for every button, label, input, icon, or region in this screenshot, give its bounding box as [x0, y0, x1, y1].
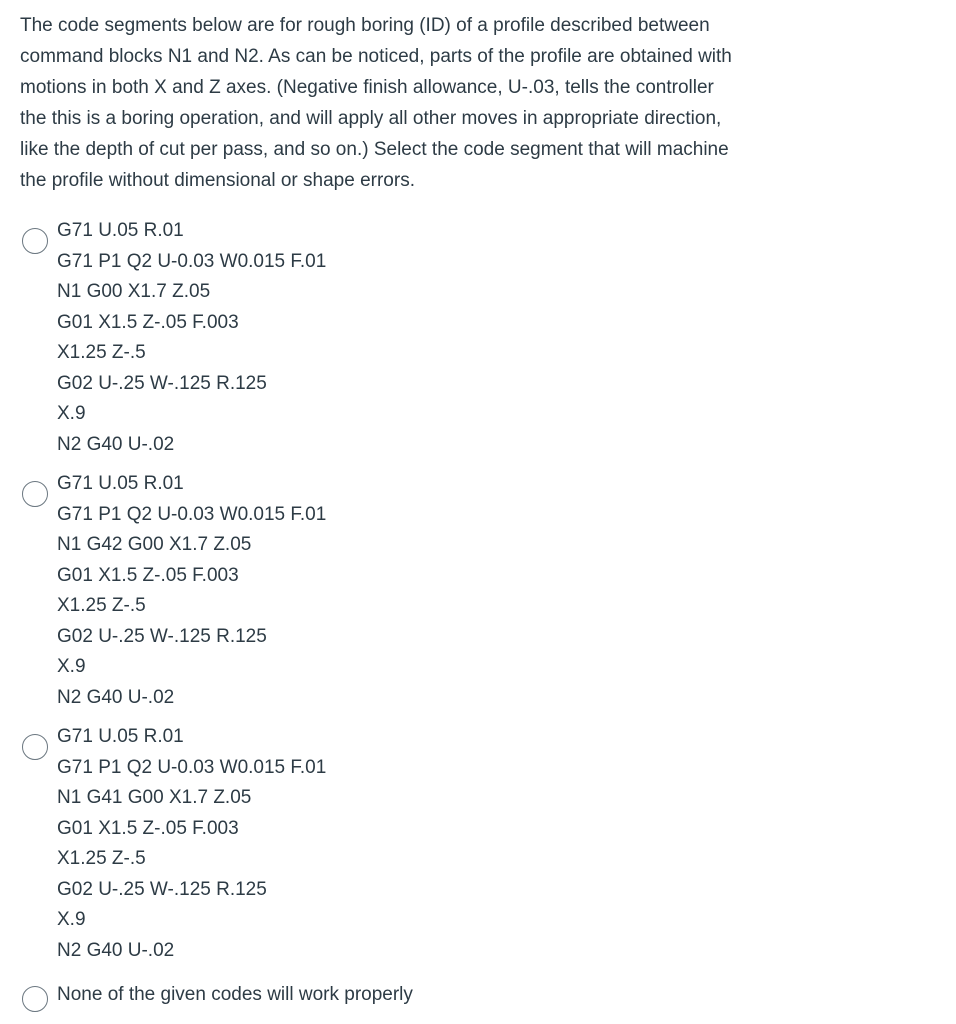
code-line: G01 X1.5 Z-.05 F.003: [57, 817, 239, 839]
question-line: command blocks N1 and N2. As can be noticed, parts of the profile are obtained with: [20, 46, 732, 67]
code-line: G02 U-.25 W-.125 R.125: [57, 372, 267, 394]
code-line: N2 G40 U-.02: [57, 433, 175, 455]
code-line: G71 U.05 R.01: [57, 220, 184, 241]
radio-button[interactable]: [22, 986, 48, 1012]
question-line: the this is a boring operation, and will apply all other moves in appropriate direction,: [20, 108, 722, 129]
code-line: X.9: [57, 403, 86, 424]
answer-code: [57, 216, 326, 460]
code-line: G01 X1.5 Z-.05 F.003: [57, 564, 239, 586]
code-line: G71 P1 Q2 U-0.03 W0.015 F.01: [57, 503, 327, 525]
answer-label: None of the given codes will work properly: [57, 984, 413, 1005]
code-line: N1 G00 X1.7 Z.05: [57, 281, 211, 302]
radio-button[interactable]: [22, 228, 48, 254]
code-line: X1.25 Z-.5: [57, 848, 146, 869]
code-line: G71 P1 Q2 U-0.03 W0.015 F.01: [57, 250, 327, 272]
code-line: X1.25 Z-.5: [57, 342, 146, 363]
code-line: N1 G41 G00 X1.7 Z.05: [57, 787, 252, 808]
code-line: X.9: [57, 909, 86, 930]
code-line: G71 U.05 R.01: [57, 473, 184, 494]
code-line: G71 U.05 R.01: [57, 726, 184, 747]
code-line: X.9: [57, 656, 86, 677]
question: [20, 10, 920, 196]
code-line: G71 P1 Q2 U-0.03 W0.015 F.01: [57, 756, 327, 778]
question-line: The code segments below are for rough boring (ID) of a profile described between: [20, 15, 710, 36]
question-line: motions in both X and Z axes. (Negative finish allowance, U-.03, tells the controller: [20, 77, 714, 98]
answer-code: [57, 722, 326, 966]
code-line: N2 G40 U-.02: [57, 939, 175, 961]
radio-button[interactable]: [22, 734, 48, 760]
question-text: [20, 10, 920, 196]
radio-button[interactable]: [22, 481, 48, 507]
code-line: G01 X1.5 Z-.05 F.003: [57, 311, 239, 333]
code-line: N2 G40 U-.02: [57, 686, 175, 708]
code-line: N1 G42 G00 X1.7 Z.05: [57, 534, 252, 555]
code-line: G02 U-.25 W-.125 R.125: [57, 625, 267, 647]
code-line: X1.25 Z-.5: [57, 595, 146, 616]
answer-code: [57, 469, 326, 713]
question-line: the profile without dimensional or shape errors.: [20, 170, 415, 191]
code-line: G02 U-.25 W-.125 R.125: [57, 878, 267, 900]
question-line: like the depth of cut per pass, and so on.) Select the code segment that will machine: [20, 139, 729, 160]
